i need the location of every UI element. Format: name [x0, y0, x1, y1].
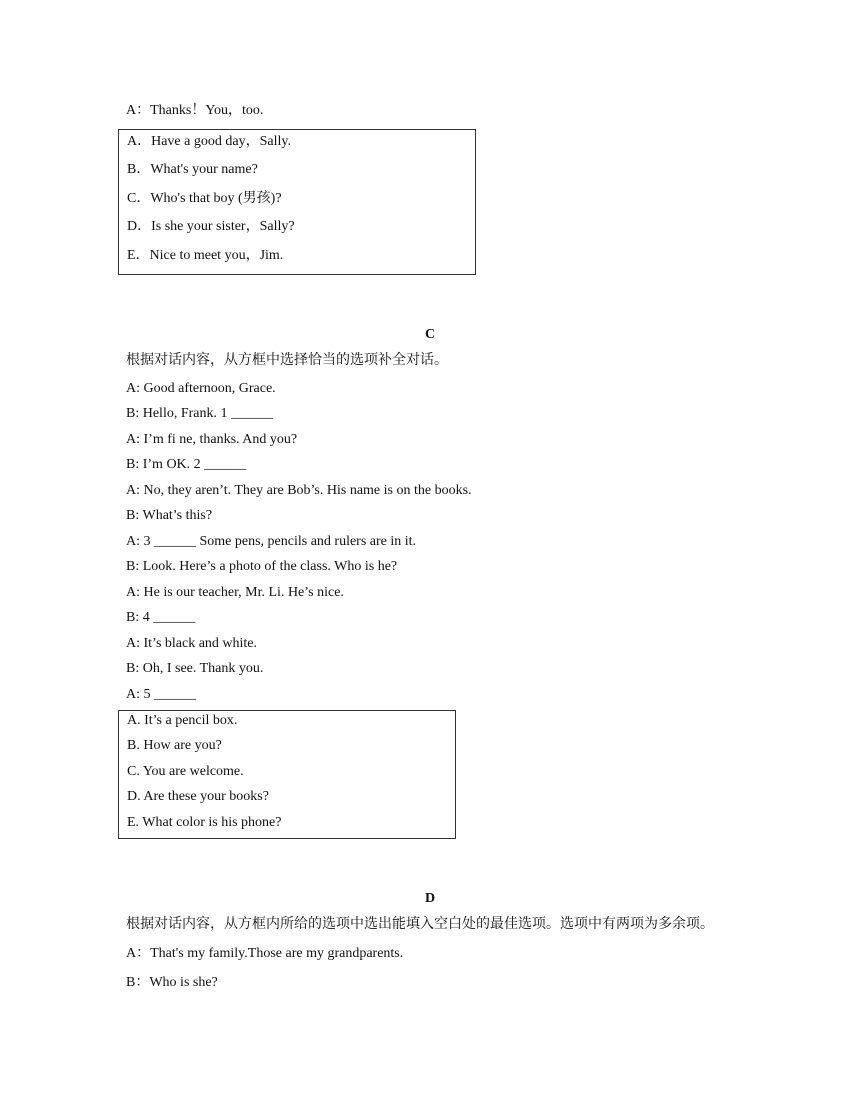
option-d: D. Are these your books? — [127, 789, 269, 804]
option-c: C. You are welcome. — [127, 764, 244, 779]
option-e: E．Nice to meet you，Jim. — [127, 248, 284, 263]
dialogue-line: A: No, they aren’t. They are Bob’s. His name is on the books. — [126, 483, 472, 498]
option-b: B. How are you? — [127, 738, 222, 753]
section-heading-c: C — [424, 327, 436, 342]
section-instruction: 根据对话内容，从方框中选择恰当的选项补全对话。 — [126, 353, 448, 368]
dialogue-line: A：That's my family.Those are my grandparents. — [126, 946, 404, 961]
dialogue-line: B: I’m OK. 2 ______ — [126, 457, 247, 472]
dialogue-line: B: 4 ______ — [126, 610, 196, 625]
option-c: C．Who's that boy (男孩)? — [127, 191, 282, 206]
dialogue-line: B: Hello, Frank. 1 ______ — [126, 406, 273, 421]
dialogue-line: A: Good afternoon, Grace. — [126, 381, 276, 396]
dialogue-line: A: It’s black and white. — [126, 636, 258, 651]
option-d: D．Is she your sister，Sally? — [127, 219, 295, 234]
dialogue-line: A: 5 ______ — [126, 687, 196, 702]
dialogue-line: B: Oh, I see. Thank you. — [126, 661, 264, 676]
dialogue-line: A: He is our teacher, Mr. Li. He’s nice. — [126, 585, 344, 600]
dialogue-line: B: What’s this? — [126, 508, 213, 523]
section-heading-d: D — [424, 891, 436, 906]
options-box — [118, 129, 476, 275]
dialogue-line: A: I’m fi ne, thanks. And you? — [126, 432, 298, 447]
option-b: B．What's your name? — [127, 162, 258, 177]
dialogue-line: B: Look. Here’s a photo of the class. Who is he? — [126, 559, 398, 574]
option-a: A．Have a good day，Sally. — [127, 134, 291, 149]
dialogue-line: B：Who is she? — [126, 975, 218, 990]
section-instruction: 根据对话内容，从方框内所给的选项中选出能填入空白处的最佳选项。选项中有两项为多余项。 — [126, 917, 714, 932]
dialogue-line: A: 3 ______ Some pens, pencils and rulers are in it. — [126, 534, 417, 549]
dialogue-line: A：Thanks！You，too. — [126, 103, 264, 118]
option-e: E. What color is his phone? — [127, 815, 282, 830]
options-box — [118, 710, 456, 839]
option-a: A. It’s a pencil box. — [127, 713, 238, 728]
